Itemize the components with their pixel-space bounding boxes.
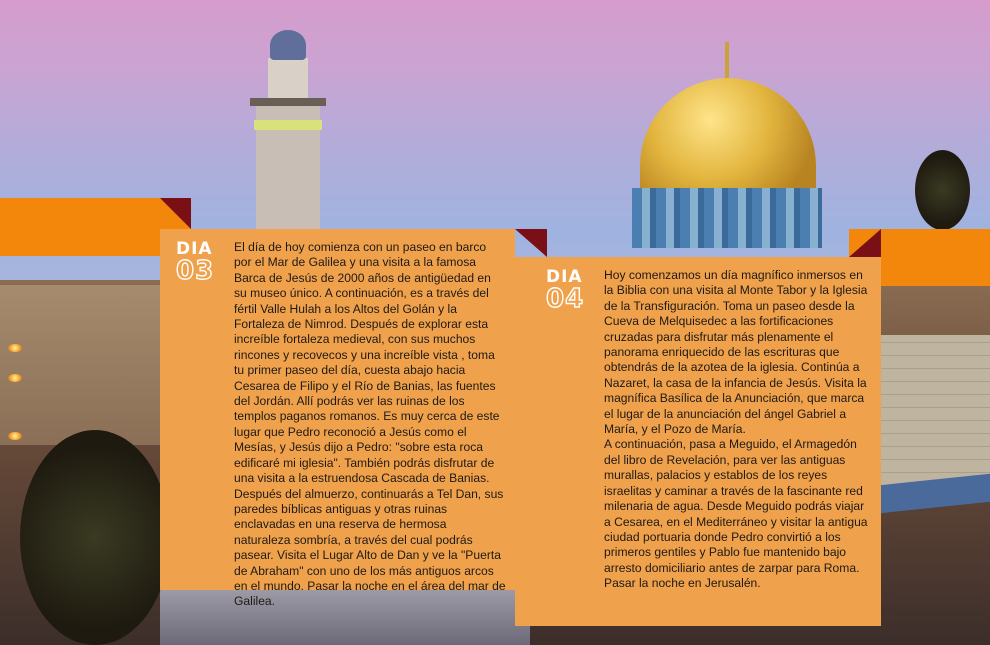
day-04-badge <box>546 269 590 312</box>
western-wall-stones <box>880 335 990 485</box>
day-label: DIA <box>546 267 583 287</box>
paragraph: El día de hoy comienza con un paseo en barco por el Mar de Galilea y una visita a la famosa Barca de Jesús de 2000 años de antigüedad en su museo único. A continuación, es a través del fértil Valle Hulah a los Altos del Golán y la Fortaleza de Nimrod. Después de explorar esta increíble fortaleza medieval, con sus muchos rincones y recovecos y una increíble vista , toma tu primer paseo del día, cuesta abajo hacia Cesarea de Filipo y el Río de Banias, las fuentes del Jordán. Allí podrás ver las ruinas de los templos paganos romanos. Es muy cerca de este lugar que Pedro reconoció a Jesús como el Mesías, y Jesús dijo a Pedro: "sobre esta roca edificaré mi iglesia". También podrás disfrutar de una visita a la estruendosa Cascada de Banias. Después del almuerzo, continuarás a Tel Dan, sus paredes bíblicas antiguas y otras ruinas enclavadas en una reserva de hermosa naturaleza sombría, a través del cual podrás pasear. Visita el Lugar Alto de Dan y ve la "Puerta de Abraham" con uno de los más antiguos arcos en el mundo. Pasar la noche en el área del mar de Galilea. <box>234 240 506 609</box>
center-ribbon-fold <box>515 229 547 257</box>
minaret-tower <box>250 30 326 230</box>
left-ribbon-fold <box>160 198 191 229</box>
day-03-description <box>234 240 506 610</box>
street-lamp <box>8 374 22 382</box>
paragraph: Hoy comenzamos un día magnífico inmersos en la Biblia con una visita al Monte Tabor y la Iglesia de la Transfiguración. Toma un paseo desde la Cueva de Melquisedec a las fortificaciones cruzadas para disfrutar más plenamente el panorama enriquecido de las escrituras que obtendrás de la azotea de la iglesia. Continúa a Nazaret, la casa de la infancia de Jesús. Visita la magnífica Basílica de la Anunciación, que marca el lugar de la anunciación del ángel Gabriel a María, y el Pozo de María. <box>604 268 868 437</box>
day-number: 04 <box>546 284 585 314</box>
day-label: DIA <box>176 239 213 259</box>
day-03-card <box>160 229 515 609</box>
day-03-badge <box>176 241 220 284</box>
street-lamp <box>8 432 22 440</box>
day-04-description <box>604 268 874 592</box>
right-ribbon-fold <box>849 229 881 257</box>
palm-tree-left <box>20 430 170 645</box>
left-stone-buildings <box>0 285 160 445</box>
cypress-tree-right <box>915 150 970 230</box>
paragraph: A continuación, pasa a Meguido, el Armagedón del libro de Revelación, para ver las antiguas murallas, palacios y establos de los reyes israelitas y caminar a través de la fascinante red milenaria de agua. Desde Meguido podrás viajar a Cesarea, en el Mediterráneo y visitar la antigua ciudad portuaria donde Pedro convirtió a los primeros gentiles y Pablo fue mantenido bajo arresto domiciliario antes de zarpar para Roma. Pasar la noche en Jerusalén. <box>604 437 868 591</box>
day-04-card <box>515 257 881 626</box>
street-lamp <box>8 344 22 352</box>
day-number: 03 <box>176 256 215 286</box>
dome-tiled-drum <box>632 188 822 248</box>
dome-finial <box>725 42 729 80</box>
